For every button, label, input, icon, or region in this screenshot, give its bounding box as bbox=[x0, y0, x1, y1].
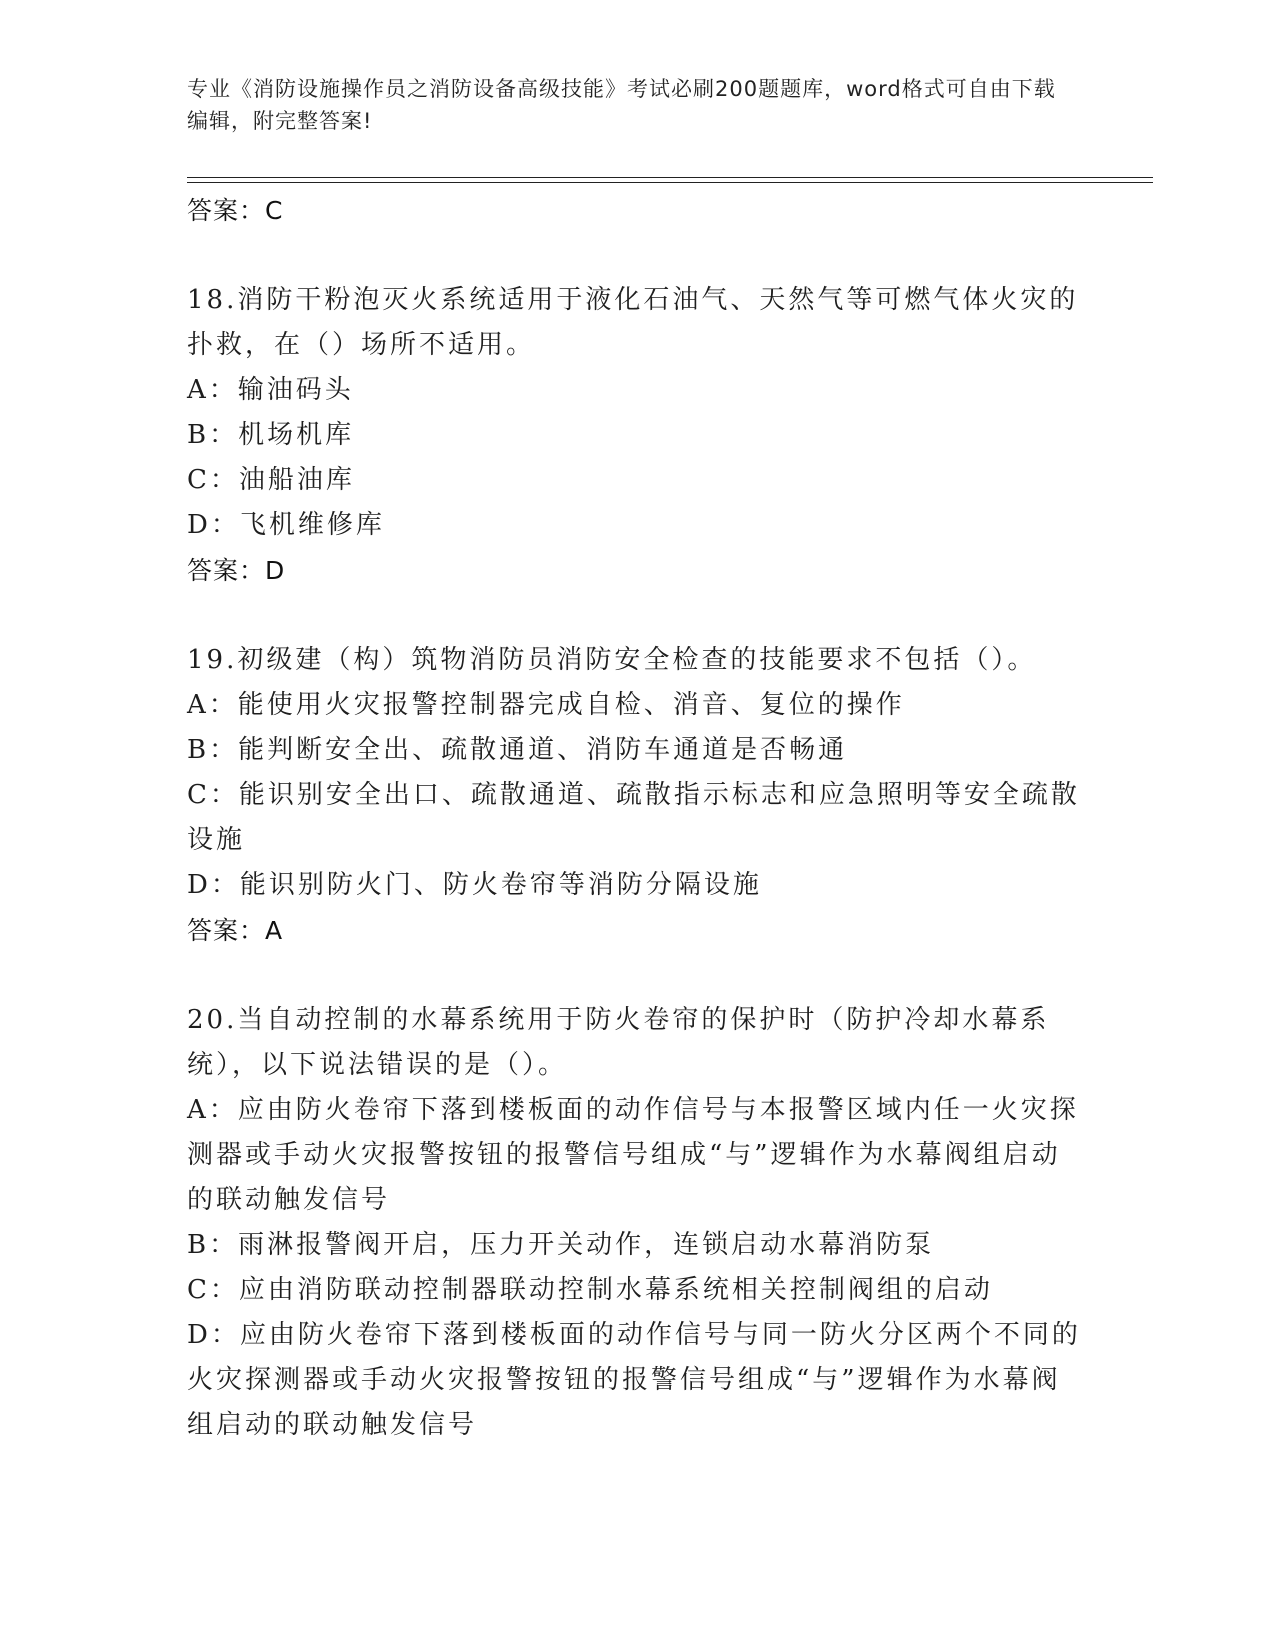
option-b: B：机场机库 bbox=[187, 420, 355, 450]
question-20 bbox=[187, 998, 1087, 1448]
option-c: C：应由消防联动控制器联动控制水幕系统相关控制阀组的启动 bbox=[187, 1275, 993, 1305]
option-d: D：飞机维修库 bbox=[187, 510, 385, 540]
option-a: A：应由防火卷帘下落到楼板面的动作信号与本报警区域内任一火灾探测器或手动火灾报警按钮的报警信号组成“与”逻辑作为水幕阀组启动的联动触发信号 bbox=[187, 1095, 1079, 1215]
header-rule-bottom bbox=[187, 182, 1153, 183]
question-list bbox=[187, 188, 1087, 1448]
question-19 bbox=[187, 638, 1087, 954]
option-d: D：应由防火卷帘下落到楼板面的动作信号与同一防火分区两个不同的火灾探测器或手动火灾报警按钮的报警信号组成“与”逻辑作为水幕阀组启动的联动触发信号 bbox=[187, 1320, 1081, 1440]
question-18 bbox=[187, 278, 1087, 594]
question-stem: 19.初级建（构）筑物消防员消防安全检查的技能要求不包括（）。 bbox=[187, 645, 1037, 675]
answer-line: 答案：C bbox=[187, 196, 284, 225]
option-a: A：能使用火灾报警控制器完成自检、消音、复位的操作 bbox=[187, 690, 905, 720]
option-b: B：能判断安全出、疏散通道、消防车通道是否畅通 bbox=[187, 735, 848, 765]
option-c: C：油船油库 bbox=[187, 465, 355, 495]
header-rule-top bbox=[187, 177, 1153, 178]
question-stem: 20.当自动控制的水幕系统用于防火卷帘的保护时（防护冷却水幕系统），以下说法错误的是（）。 bbox=[187, 1005, 1050, 1080]
question-stem: 18.消防干粉泡灭火系统适用于液化石油气、天然气等可燃气体火灾的扑救，在（）场所不适用。 bbox=[187, 285, 1079, 360]
page-header: 专业《消防设施操作员之消防设备高级技能》考试必刷200题题库，word格式可自由下载编辑，附完整答案! bbox=[187, 77, 1056, 133]
option-b: B：雨淋报警阀开启，压力开关动作，连锁启动水幕消防泵 bbox=[187, 1230, 935, 1260]
option-c: C：能识别安全出口、疏散通道、疏散指示标志和应急照明等安全疏散设施 bbox=[187, 780, 1080, 855]
option-d: D：能识别防火门、防火卷帘等消防分隔设施 bbox=[187, 870, 762, 900]
answer-line: 答案：A bbox=[187, 916, 284, 945]
option-a: A：输油码头 bbox=[187, 375, 354, 405]
answer-line: 答案：D bbox=[187, 556, 286, 585]
